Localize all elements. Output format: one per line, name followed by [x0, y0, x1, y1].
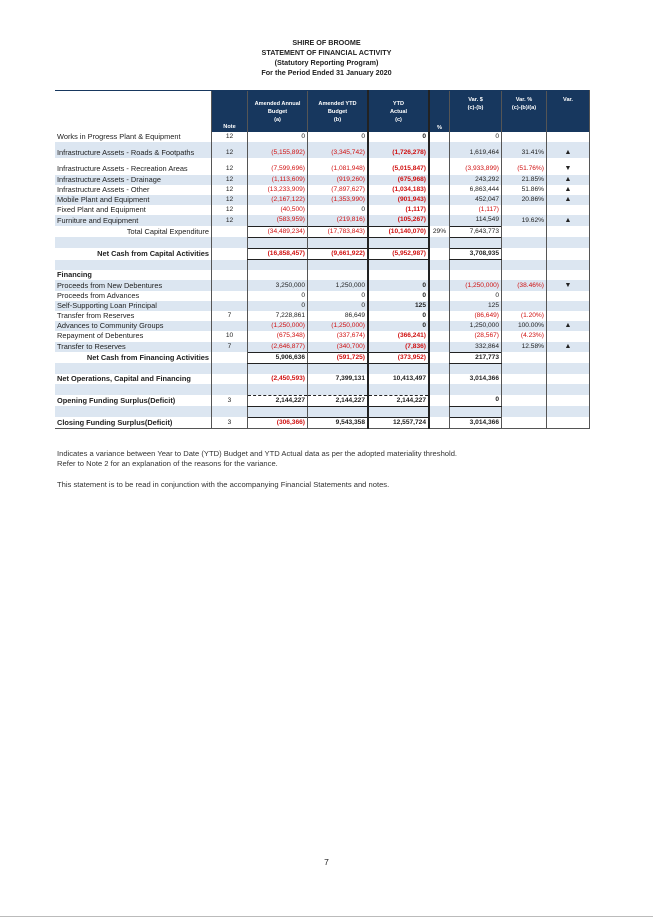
table-row [55, 374, 590, 384]
financing-heading: Financing [57, 270, 92, 280]
table-spacer [55, 363, 590, 374]
table-row [55, 395, 590, 406]
row-percent [429, 291, 450, 301]
row-ytd-budget: 0 [308, 291, 369, 301]
row-label: Transfer to Reserves [55, 342, 212, 353]
row-label: Proceeds from New Debentures [55, 280, 212, 290]
row-var-dollar: 0 [450, 132, 502, 142]
row-var-dollar: (86,649) [450, 311, 502, 321]
row-var-dollar: 1,250,000 [450, 321, 502, 331]
row-ytd-actual: (105,267) [368, 215, 429, 226]
header-amended-annual-budget [248, 91, 308, 133]
row-var-percent: 31.41% [502, 148, 547, 158]
header-a-line3: (a) [274, 116, 281, 123]
row-annual-budget: 0 [248, 301, 308, 311]
row-percent [429, 331, 450, 341]
row-annual-budget: (675,348) [248, 331, 308, 341]
row-note: 12 [212, 148, 248, 158]
row-var-dollar: 332,864 [450, 342, 502, 353]
variance-arrow-icon [547, 395, 590, 406]
row-note: 7 [212, 311, 248, 321]
row-annual-budget: (306,366) [248, 417, 308, 428]
header-ytd-actual [368, 91, 429, 133]
statement-period: For the Period Ended 31 January 2020 [261, 68, 392, 77]
row-ytd-actual: 0 [368, 311, 429, 321]
variance-arrow-icon [547, 374, 590, 384]
row-percent [429, 374, 450, 384]
row-percent [429, 301, 450, 311]
row-note: 12 [212, 185, 248, 195]
variance-up-icon: ▲ [547, 195, 590, 205]
row-var-dollar: 1,619,464 [450, 148, 502, 158]
row-var-percent: (51.76%) [502, 164, 547, 174]
row-var-percent [502, 374, 547, 384]
row-ytd-budget: (337,674) [308, 331, 369, 341]
table-row [55, 342, 590, 353]
table-spacer [55, 384, 590, 395]
row-ytd-actual: (1,726,278) [368, 148, 429, 158]
row-ytd-budget: 9,543,358 [308, 417, 369, 428]
row-annual-budget: (1,113,609) [248, 175, 308, 185]
row-label: Net Cash from Financing Activities [86, 352, 209, 362]
row-var-dollar: 243,292 [450, 175, 502, 185]
row-var-percent [502, 205, 547, 215]
table-row [55, 321, 590, 331]
row-ytd-actual: (1,034,183) [368, 185, 429, 195]
row-var-percent: (1.20%) [502, 311, 547, 321]
table-row [55, 311, 590, 321]
row-var-dollar: 6,863,444 [450, 185, 502, 195]
row-annual-budget: 0 [248, 132, 308, 142]
row-percent [429, 321, 450, 331]
row-annual-budget: 7,228,861 [248, 311, 308, 321]
row-ytd-actual: (901,943) [368, 195, 429, 205]
row-note: 12 [212, 175, 248, 185]
row-annual-budget: (583,959) [248, 215, 308, 226]
header-vd-line2: (c)-(b) [467, 105, 484, 111]
row-var-percent [502, 352, 547, 363]
row-annual-budget: (7,599,696) [248, 164, 308, 174]
row-label: Repayment of Debentures [57, 331, 144, 341]
header-a-line2: Budget [267, 108, 288, 115]
row-label: Total Capital Expenditure [126, 226, 209, 236]
row-ytd-budget: (340,700) [308, 342, 369, 353]
row-var-percent [502, 248, 547, 259]
row-label: Closing Funding Surplus(Deficit) [55, 417, 212, 428]
row-note [212, 321, 248, 331]
table-row [55, 164, 590, 174]
row-annual-budget: (2,646,877) [248, 342, 308, 353]
row-var-dollar: (3,933,899) [450, 164, 502, 174]
row-ytd-actual: 10,413,497 [368, 374, 429, 384]
row-var-dollar: 114,549 [450, 215, 502, 226]
row-annual-budget: (16,858,457) [248, 248, 308, 259]
row-ytd-actual: (5,952,987) [368, 248, 429, 259]
row-label: Net Operations, Capital and Financing [57, 374, 191, 384]
row-ytd-budget: (1,353,990) [308, 195, 369, 205]
row-percent [429, 248, 450, 259]
row-label: Net Cash from Capital Activities [97, 248, 209, 258]
variance-up-icon: ▲ [547, 215, 590, 226]
table-row [55, 248, 590, 259]
row-var-percent: 51.86% [502, 185, 547, 195]
row-label: Infrastructure Assets - Drainage [55, 175, 212, 185]
row-percent [429, 205, 450, 215]
row-note [212, 226, 248, 237]
row-var-percent: 100.00% [502, 321, 547, 331]
table-spacer [55, 406, 590, 417]
table-row [55, 195, 590, 205]
table-spacer [55, 260, 590, 271]
header-c-line2: Actual [389, 108, 408, 115]
variance-up-icon: ▲ [547, 185, 590, 195]
row-ytd-actual: (373,952) [368, 352, 429, 363]
header-var-indicator: Var. [547, 91, 590, 133]
row-ytd-budget: (919,260) [308, 175, 369, 185]
variance-arrow-icon [547, 226, 590, 237]
row-note [212, 301, 248, 311]
variance-arrow-icon [547, 331, 590, 341]
row-note: 12 [212, 164, 248, 174]
table-spacer [55, 237, 590, 248]
variance-arrow-icon [547, 352, 590, 363]
row-ytd-budget: (1,250,000) [308, 321, 369, 331]
row-var-dollar: 0 [450, 291, 502, 301]
header-b-line3: (b) [333, 116, 342, 123]
variance-arrow-icon [547, 205, 590, 215]
table-row [55, 280, 590, 290]
table-row [55, 291, 590, 301]
row-annual-budget: 5,906,636 [248, 352, 308, 363]
row-percent [429, 280, 450, 290]
row-percent [429, 164, 450, 174]
header-c-line3: (c) [395, 116, 402, 123]
row-var-dollar: 3,708,935 [450, 248, 502, 259]
row-ytd-budget: (1,081,948) [308, 164, 369, 174]
row-note: 12 [212, 132, 248, 142]
row-label: Opening Funding Surplus(Deficit) [57, 395, 176, 405]
row-note: 3 [212, 417, 248, 428]
header-percent: % [429, 91, 450, 133]
table-row [55, 215, 590, 226]
variance-down-icon: ▼ [547, 164, 590, 174]
row-annual-budget: (2,167,122) [248, 195, 308, 205]
variance-arrow-icon [547, 291, 590, 301]
financial-activity-table [55, 90, 590, 429]
row-percent [429, 417, 450, 428]
row-var-dollar: (1,117) [450, 205, 502, 215]
row-ytd-budget: 7,399,131 [308, 374, 369, 384]
row-ytd-actual: 0 [368, 321, 429, 331]
header-vp-line2: (c)-(b)/(a) [511, 105, 537, 111]
header-var-percent [502, 91, 547, 133]
section-heading-row [55, 270, 590, 280]
header-a-line1: Amended Annual [254, 100, 301, 107]
variance-arrow-icon [547, 132, 590, 142]
row-ytd-actual: (1,117) [368, 205, 429, 215]
page-bottom-divider [0, 916, 653, 917]
row-var-percent: (4.23%) [502, 331, 547, 341]
row-ytd-budget: (219,816) [308, 215, 369, 226]
statement-notes [57, 449, 457, 490]
row-label: Furniture and Equipment [55, 215, 212, 226]
row-ytd-budget: (9,661,922) [308, 248, 369, 259]
row-label: Transfer from Reserves [57, 311, 135, 321]
header-b-line1: Amended YTD [318, 100, 357, 107]
table-row [55, 132, 590, 142]
row-var-percent: 19.62% [502, 215, 547, 226]
table-row [55, 185, 590, 195]
table-row [55, 417, 590, 428]
row-label: Proceeds from Advances [57, 290, 140, 300]
row-ytd-actual: 12,557,724 [368, 417, 429, 428]
row-ytd-budget: 2,144,227 [308, 395, 369, 406]
row-ytd-budget: (17,783,843) [308, 226, 369, 237]
row-note [212, 291, 248, 301]
row-var-percent: 21.85% [502, 175, 547, 185]
header-blank [55, 91, 212, 133]
row-var-percent: 20.86% [502, 195, 547, 205]
row-ytd-actual: (7,836) [368, 342, 429, 353]
row-annual-budget: (13,233,909) [248, 185, 308, 195]
row-note [212, 352, 248, 363]
row-var-percent [502, 395, 547, 406]
variance-note: Indicates a variance between Year to Date (YTD) Budget and YTD Actual data as per the adopted materiality threshold. [57, 449, 458, 458]
statement-title: STATEMENT OF FINANCIAL ACTIVITY [261, 48, 392, 57]
header-var-dollar [450, 91, 502, 133]
row-annual-budget: 2,144,227 [248, 395, 308, 406]
table-row [55, 301, 590, 311]
row-label: Advances to Community Groups [55, 321, 212, 331]
row-ytd-actual: (675,968) [368, 175, 429, 185]
table-row [55, 175, 590, 185]
variance-up-icon: ▲ [547, 148, 590, 158]
variance-up-icon: ▲ [547, 342, 590, 353]
row-var-dollar: 0 [450, 395, 502, 406]
row-annual-budget: (2,450,593) [248, 374, 308, 384]
row-note: 7 [212, 342, 248, 353]
row-var-dollar: 7,643,773 [450, 226, 502, 237]
variance-up-icon: ▲ [547, 175, 590, 185]
row-var-percent [502, 226, 547, 237]
row-percent [429, 311, 450, 321]
row-ytd-actual: (366,241) [368, 331, 429, 341]
row-var-dollar: 125 [450, 301, 502, 311]
row-annual-budget: (5,155,892) [248, 148, 308, 158]
row-var-percent: 12.58% [502, 342, 547, 353]
row-var-percent: (38.46%) [502, 280, 547, 290]
row-ytd-budget: 0 [308, 205, 369, 215]
row-var-percent [502, 301, 547, 311]
header-vp-line1: Var. % [515, 97, 533, 103]
row-label: Infrastructure Assets - Recreation Areas [57, 164, 188, 174]
row-note: 12 [212, 195, 248, 205]
variance-down-icon: ▼ [547, 280, 590, 290]
row-var-percent [502, 291, 547, 301]
variance-arrow-icon [547, 417, 590, 428]
row-ytd-actual: (10,140,070) [368, 226, 429, 237]
variance-arrow-icon [547, 248, 590, 259]
row-percent [429, 195, 450, 205]
row-ytd-budget: (7,897,627) [308, 185, 369, 195]
table-row [55, 148, 590, 158]
page-number: 7 [324, 857, 329, 867]
header-note: Note [212, 91, 248, 133]
conjunction-note: This statement is to be read in conjunction with the accompanying Financial Statements and notes. [57, 480, 390, 489]
row-label: Fixed Plant and Equipment [57, 205, 146, 215]
row-percent [429, 215, 450, 226]
row-annual-budget: (40,500) [248, 205, 308, 215]
row-ytd-budget: 0 [308, 132, 369, 142]
variance-arrow-icon [547, 311, 590, 321]
table-row [55, 331, 590, 341]
row-var-dollar: 452,047 [450, 195, 502, 205]
row-ytd-budget: (3,345,742) [308, 148, 369, 158]
row-ytd-actual: 125 [368, 301, 429, 311]
shire-name: SHIRE OF BROOME [292, 38, 361, 47]
row-ytd-actual: 0 [368, 280, 429, 290]
row-ytd-budget: 86,649 [308, 311, 369, 321]
row-ytd-actual: 0 [368, 291, 429, 301]
row-note: 12 [212, 205, 248, 215]
row-label: Works in Progress Plant & Equipment [57, 132, 181, 142]
row-label: Self-Supporting Loan Principal [55, 301, 212, 311]
table-row [55, 205, 590, 215]
row-annual-budget: 3,250,000 [248, 280, 308, 290]
row-percent [429, 132, 450, 142]
row-note: 10 [212, 331, 248, 341]
statement-subtitle: (Statutory Reporting Program) [274, 58, 379, 67]
row-label: Infrastructure Assets - Other [57, 184, 150, 194]
row-ytd-actual: (5,015,847) [368, 164, 429, 174]
table-row [55, 226, 590, 237]
header-c-line1: YTD [392, 100, 405, 107]
header-vd-line1: Var. $ [468, 97, 483, 103]
row-percent [429, 175, 450, 185]
row-ytd-budget: (591,725) [308, 352, 369, 363]
variance-up-icon: ▲ [547, 321, 590, 331]
row-percent: 29% [432, 227, 447, 235]
refer-note: Refer to Note 2 for an explanation of the reasons for the variance. [57, 459, 278, 468]
row-note [212, 374, 248, 384]
variance-arrow-icon [547, 301, 590, 311]
row-percent [429, 352, 450, 363]
row-percent [429, 395, 450, 406]
row-var-dollar: 3,014,366 [450, 417, 502, 428]
header-b-line2: Budget [327, 108, 348, 115]
statement-heading [0, 38, 653, 78]
table-header-row [55, 91, 590, 133]
row-note [212, 280, 248, 290]
row-var-dollar: 217,773 [450, 352, 502, 363]
row-var-percent [502, 417, 547, 428]
row-var-dollar: 3,014,366 [450, 374, 502, 384]
row-ytd-actual: 0 [368, 132, 429, 142]
row-annual-budget: (1,250,000) [248, 321, 308, 331]
row-percent [429, 148, 450, 158]
row-label: Infrastructure Assets - Roads & Footpaths [55, 148, 212, 158]
row-var-dollar: (28,567) [450, 331, 502, 341]
header-amended-ytd-budget [308, 91, 369, 133]
row-note: 3 [212, 395, 248, 406]
row-ytd-budget: 0 [308, 301, 369, 311]
row-annual-budget: (34,489,234) [248, 226, 308, 237]
row-var-dollar: (1,250,000) [450, 280, 502, 290]
table-row [55, 352, 590, 363]
row-percent [429, 185, 450, 195]
row-percent [429, 342, 450, 353]
row-var-percent [502, 132, 547, 142]
row-annual-budget: 0 [248, 291, 308, 301]
row-ytd-actual: 2,144,227 [368, 395, 429, 406]
row-label: Mobile Plant and Equipment [55, 195, 212, 205]
row-note [212, 248, 248, 259]
row-note: 12 [212, 215, 248, 226]
row-ytd-budget: 1,250,000 [308, 280, 369, 290]
